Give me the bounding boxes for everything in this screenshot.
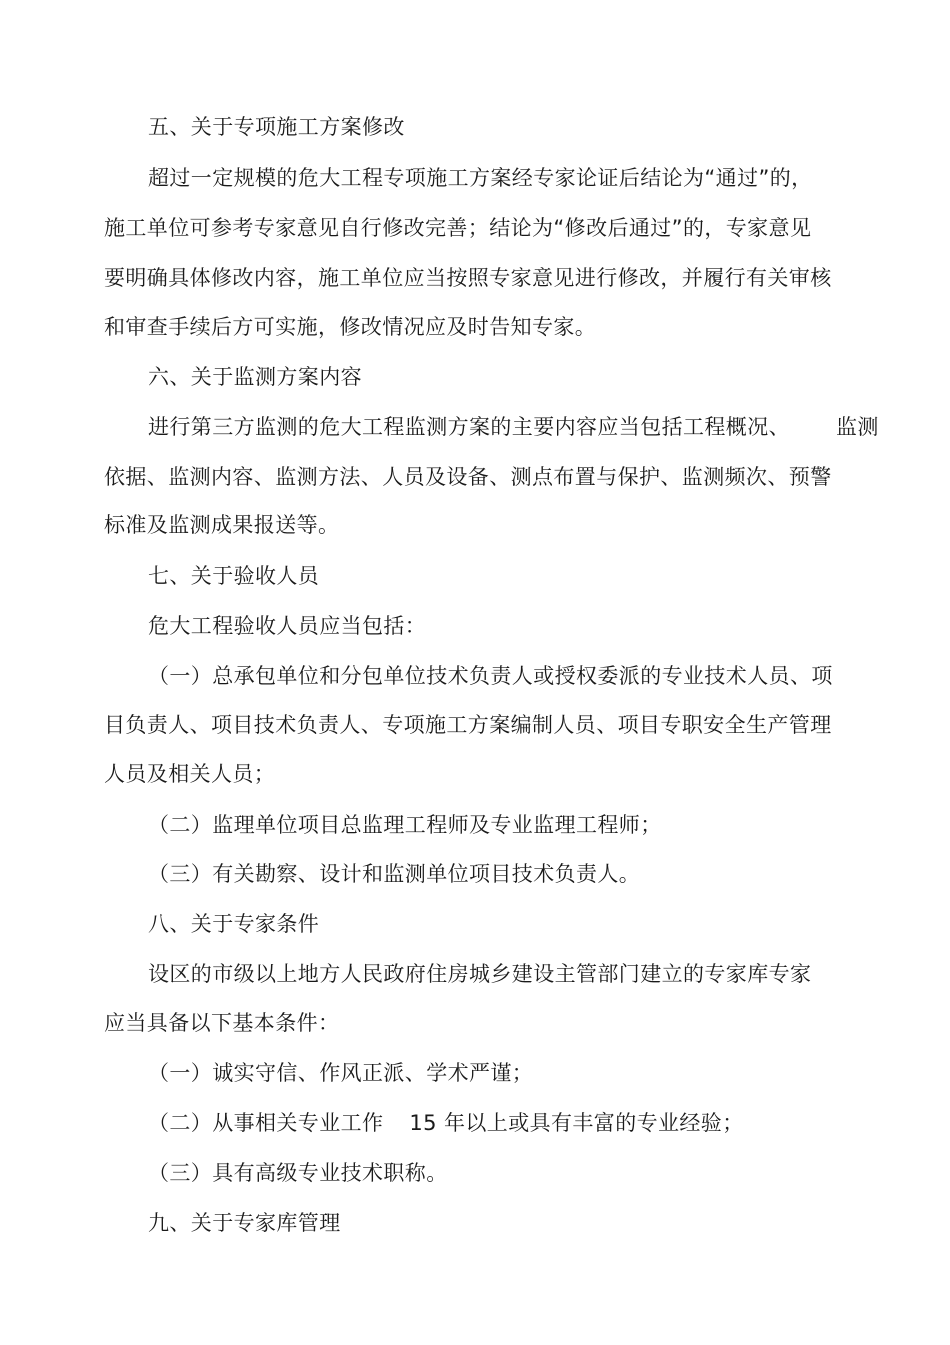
paragraph-line: 和审查手续后方可实施，修改情况应及时告知专家。: [104, 315, 597, 339]
section-heading-8: 八、关于专家条件: [148, 912, 320, 936]
paragraph-line: 施工单位可参考专家意见自行修改完善；结论为“修改后通过”的，专家意见: [104, 216, 812, 240]
section-heading-9: 九、关于专家库管理: [148, 1211, 341, 1235]
paragraph-line: 要明确具体修改内容，施工单位应当按照专家意见进行修改，并履行有关审核: [104, 266, 832, 290]
section-heading-7: 七、关于验收人员: [148, 564, 320, 588]
list-item-line: 目负责人、项目技术负责人、专项施工方案编制人员、项目专职安全生产管理: [104, 713, 832, 737]
paragraph-line: [148, 410, 879, 444]
section-heading-6: 六、关于监测方案内容: [148, 365, 362, 389]
list-item-line: （一）诚实守信、作风正派、学术严谨；: [148, 1061, 534, 1085]
paragraph-line: 标准及监测成果报送等。: [104, 513, 340, 537]
list-item-part: （二）从事相关专业工作: [148, 1111, 384, 1135]
list-item-line: 人员及相关人员；: [104, 762, 276, 786]
paragraph-line: 依据、监测内容、监测方法、人员及设备、测点布置与保护、监测频次、预警: [104, 465, 832, 489]
paragraph-line: 危大工程验收人员应当包括：: [148, 614, 427, 638]
paragraph-line: 设区的市级以上地方人民政府住房城乡建设主管部门建立的专家库专家: [148, 962, 812, 986]
list-item-part: 15 年以上或具有丰富的专业经验；: [409, 1111, 744, 1135]
paragraph-line-part: 进行第三方监测的危大工程监测方案的主要内容应当包括工程概况、: [148, 415, 790, 439]
section-heading-5: 五、关于专项施工方案修改: [148, 115, 405, 139]
list-item-line: （一）总承包单位和分包单位技术负责人或授权委派的专业技术人员、项: [148, 664, 833, 688]
list-item-line: （二）监理单位项目总监理工程师及专业监理工程师；: [148, 813, 662, 837]
list-item-line: （三）有关勘察、设计和监测单位项目技术负责人。: [148, 862, 641, 886]
paragraph-line: 应当具备以下基本条件：: [104, 1011, 340, 1035]
list-item-line: （三）具有高级专业技术职称。: [148, 1161, 448, 1185]
paragraph-line-part: 监测: [836, 415, 879, 439]
paragraph-line: 超过一定规模的危大工程专项施工方案经专家论证后结论为“通过”的，: [148, 166, 813, 190]
list-item-line: [148, 1106, 744, 1140]
